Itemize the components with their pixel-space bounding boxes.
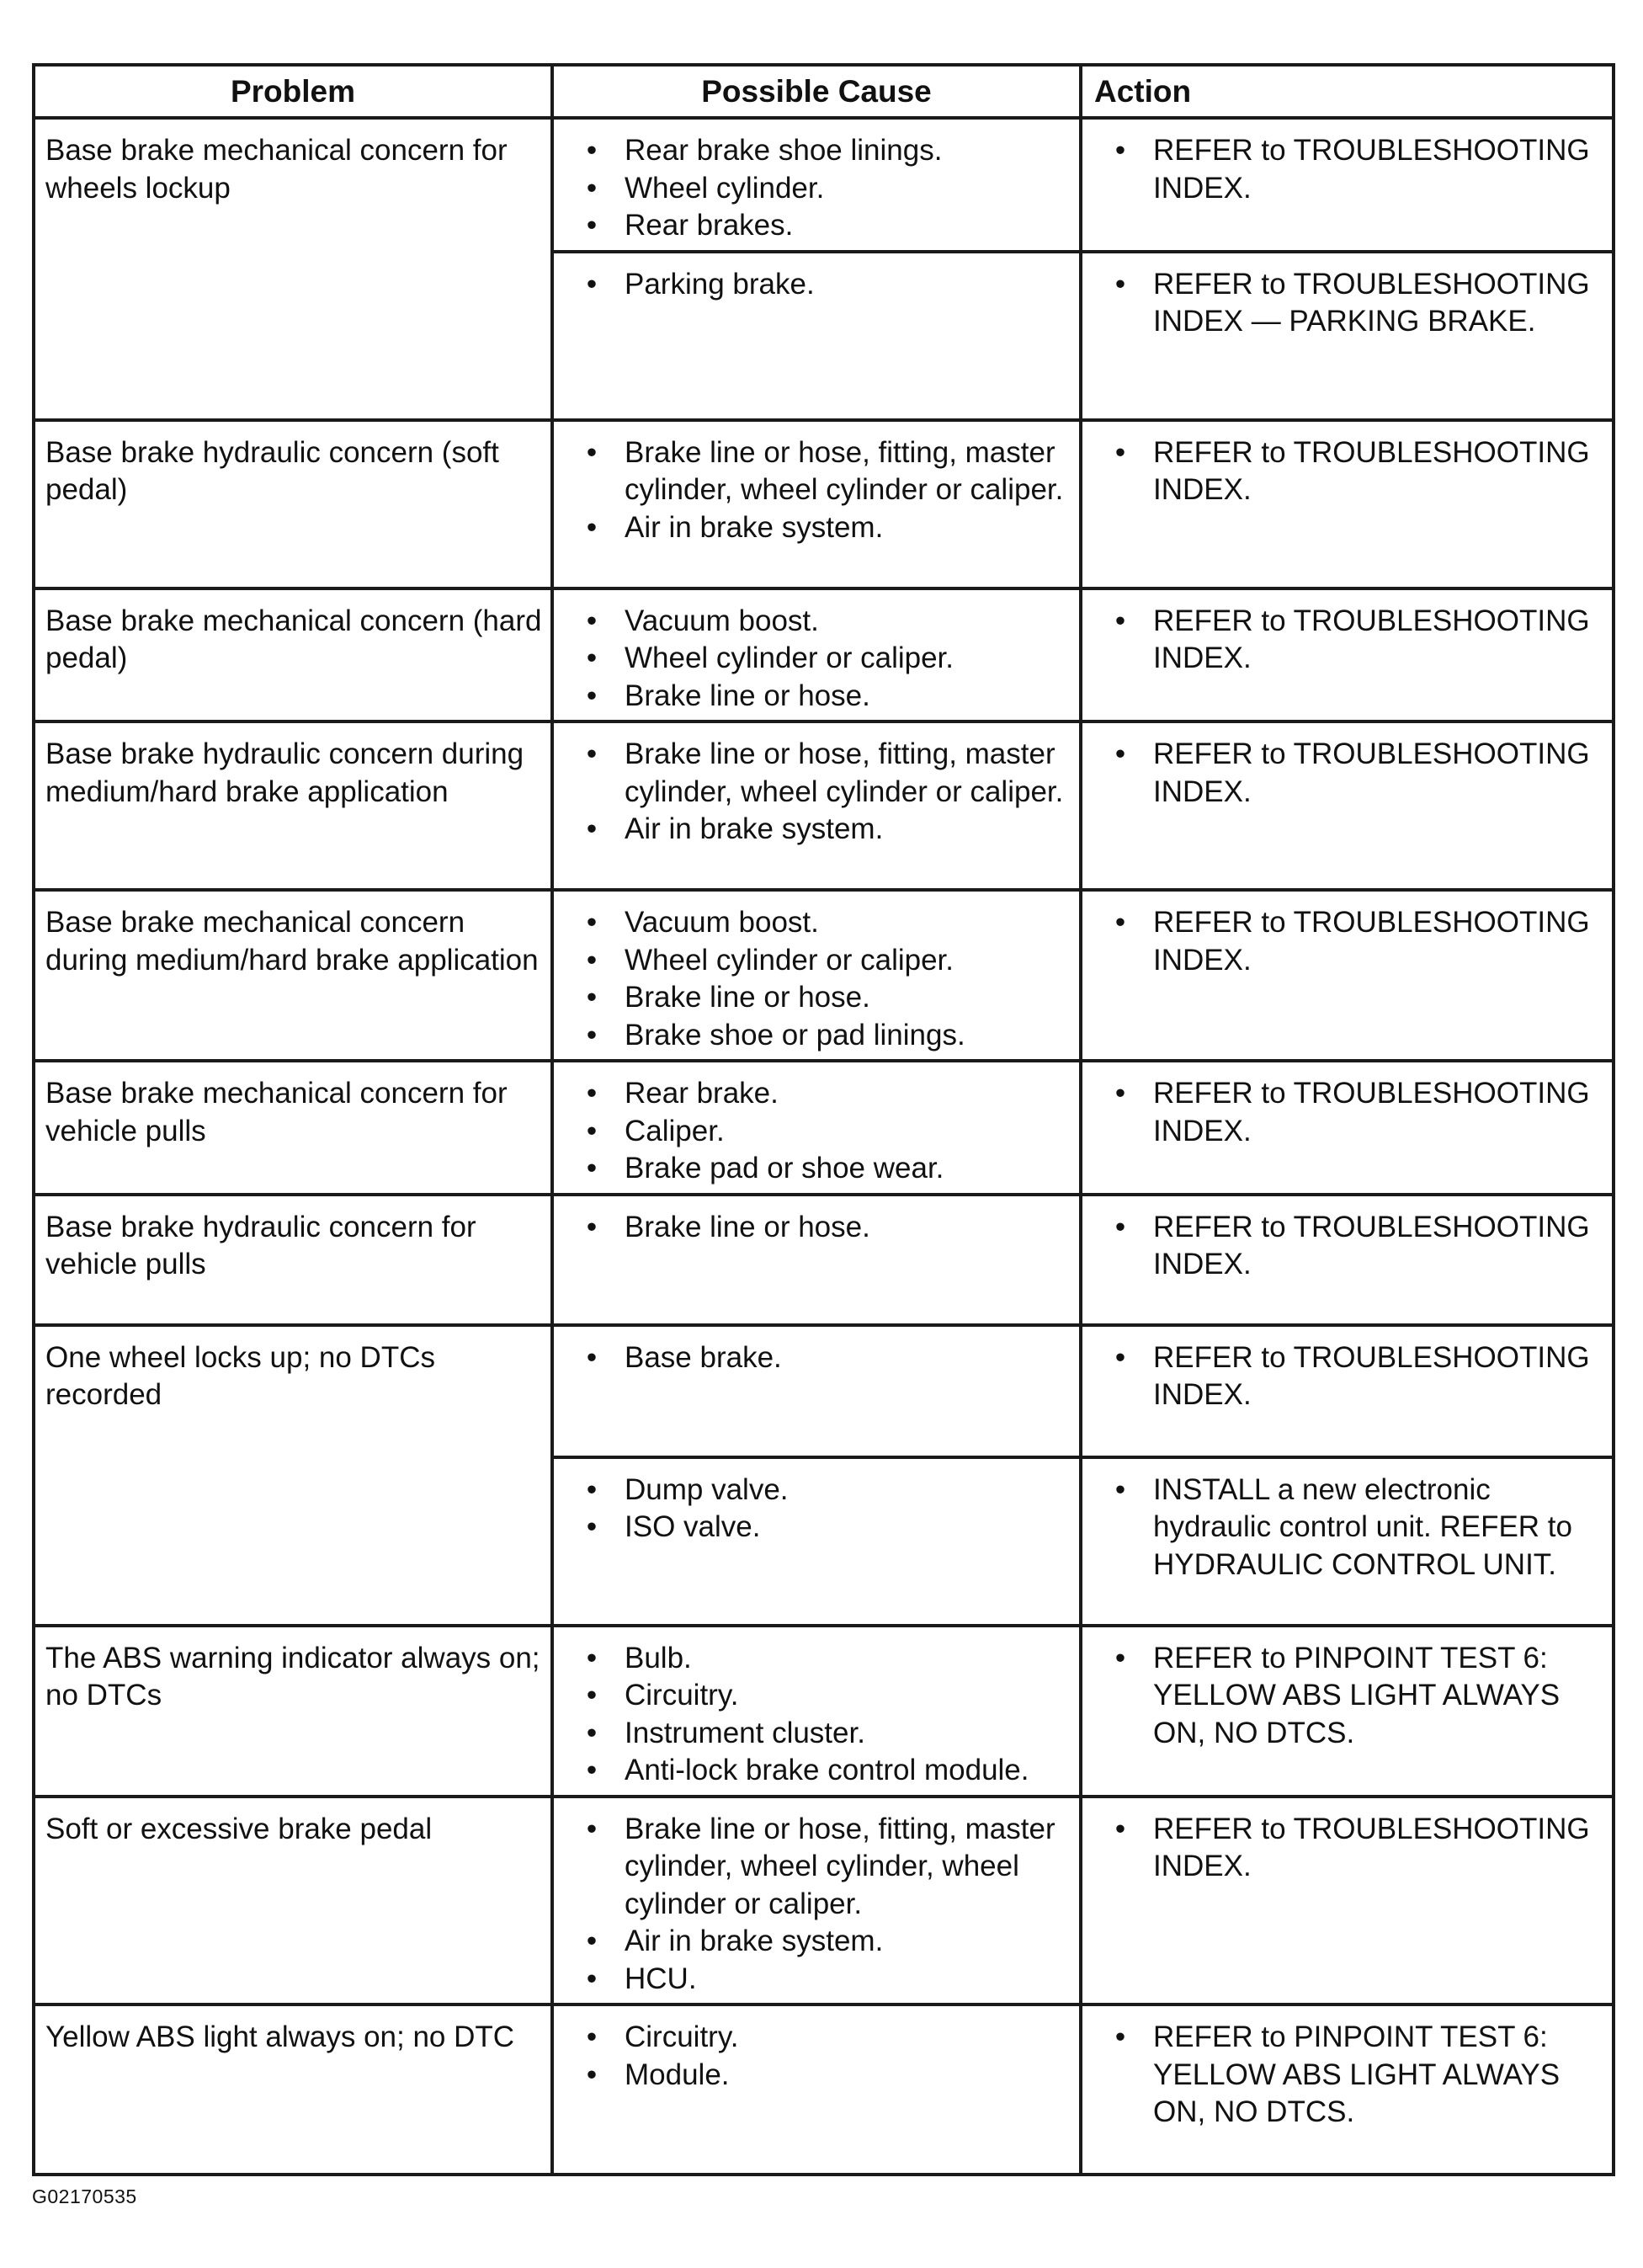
list-item	[1093, 266, 1603, 341]
list-item	[564, 1811, 1071, 1924]
cause-cell	[552, 420, 1081, 588]
problem-cell: The ABS warning indicator always on; no DTCs	[34, 1626, 552, 1797]
list-item-text: Brake line or hose, fitting, master cylinder, wheel cylinder or caliper.	[625, 435, 1064, 506]
troubleshooting-table	[32, 63, 1615, 2176]
list-item	[564, 1715, 1071, 1753]
list-item-text: Dump valve.	[625, 1472, 789, 1506]
list-item-text: Brake line or hose.	[625, 981, 870, 1014]
list-item-text: ISO valve.	[625, 1510, 761, 1543]
list-item	[1093, 904, 1603, 979]
cause-cell	[552, 1195, 1081, 1325]
list-item-text: REFER to TROUBLESHOOTING INDEX — PARKING BRAKE.	[1153, 267, 1590, 338]
bullet-icon: •	[586, 510, 598, 544]
list-item-text: Module.	[625, 2058, 730, 2091]
problem-cell: Base brake mechanical concern for vehicle pulls	[34, 1061, 552, 1195]
problem-cell: Base brake hydraulic concern (soft pedal)	[34, 420, 552, 588]
action-cell	[1081, 420, 1614, 588]
bullet-icon: •	[1114, 1472, 1126, 1506]
problem-cell: Base brake mechanical concern for wheels lockup	[34, 118, 552, 420]
table-row	[34, 890, 1614, 1061]
bullet-icon: •	[586, 2020, 598, 2053]
list-item-text: REFER to PINPOINT TEST 6: YELLOW ABS LIGHT ALWAYS ON, NO DTCS.	[1153, 2020, 1561, 2128]
list-item-text: Wheel cylinder or caliper.	[625, 642, 954, 674]
list-item	[564, 1209, 1071, 1247]
cause-cell	[552, 118, 1081, 252]
list-item	[564, 1677, 1071, 1715]
list-item	[1093, 1811, 1603, 1886]
cause-cell	[552, 1797, 1081, 2005]
bullet-icon: •	[586, 1340, 598, 1374]
list-item-text: Vacuum boost.	[625, 906, 819, 939]
list-item	[564, 1640, 1071, 1678]
header-action: Action	[1081, 65, 1614, 118]
table-row	[34, 1325, 1614, 1457]
list-item	[564, 1339, 1071, 1377]
list-item	[564, 1017, 1071, 1055]
table-row	[34, 1061, 1614, 1195]
list-item-text: Brake line or hose.	[625, 1210, 870, 1243]
list-item	[564, 1509, 1071, 1547]
cause-cell	[552, 1325, 1081, 1457]
problem-cell: Base brake hydraulic concern during medium/hard brake application	[34, 721, 552, 890]
bullet-icon: •	[586, 2058, 598, 2091]
figure-code: G02170535	[32, 2185, 137, 2207]
bullet-icon: •	[1114, 1340, 1126, 1374]
list-item	[1093, 1339, 1603, 1414]
bullet-icon: •	[586, 1510, 598, 1543]
header-problem: Problem	[34, 65, 552, 118]
table-row	[34, 1195, 1614, 1325]
bullet-icon: •	[586, 943, 598, 977]
list-item	[1093, 434, 1603, 509]
bullet-icon: •	[586, 134, 598, 167]
action-cell	[1081, 1457, 1614, 1626]
list-item	[564, 2019, 1071, 2057]
bullet-icon: •	[1114, 737, 1126, 770]
list-item-text: Brake line or hose, fitting, master cylinder, wheel cylinder or caliper.	[625, 737, 1064, 808]
list-item-text: Parking brake.	[625, 267, 815, 301]
bullet-icon: •	[586, 981, 598, 1014]
list-item	[564, 266, 1071, 304]
list-item	[564, 811, 1071, 849]
table-row	[34, 1626, 1614, 1797]
bullet-icon: •	[1114, 1210, 1126, 1243]
bullet-icon: •	[586, 1754, 598, 1786]
list-item-text: REFER to TROUBLESHOOTING INDEX.	[1153, 737, 1590, 808]
list-item-text: INSTALL a new electronic hydraulic control unit. REFER to HYDRAULIC CONTROL UNIT.	[1153, 1472, 1572, 1581]
bullet-icon: •	[586, 171, 598, 205]
bullet-icon: •	[586, 1925, 598, 1957]
list-item-text: REFER to TROUBLESHOOTING INDEX.	[1153, 1077, 1590, 1147]
bullet-icon: •	[1114, 435, 1126, 469]
list-item	[564, 207, 1071, 245]
problem-cell: Base brake hydraulic concern for vehicle pulls	[34, 1195, 552, 1325]
cause-cell	[552, 2004, 1081, 2175]
list-item	[1093, 1640, 1603, 1753]
action-cell	[1081, 1325, 1614, 1457]
problem-cell: One wheel locks up; no DTCs recorded	[34, 1325, 552, 1626]
table-row	[34, 721, 1614, 890]
bullet-icon: •	[1114, 1077, 1126, 1110]
header-possible-cause: Possible Cause	[552, 65, 1081, 118]
list-item-text: Anti-lock brake control module.	[625, 1754, 1029, 1786]
list-item-text: REFER to PINPOINT TEST 6: YELLOW ABS LIGHT ALWAYS ON, NO DTCS.	[1153, 1641, 1561, 1749]
bullet-icon: •	[586, 737, 598, 770]
bullet-icon: •	[586, 604, 598, 637]
action-cell	[1081, 252, 1614, 420]
cause-cell	[552, 252, 1081, 420]
bullet-icon: •	[1114, 906, 1126, 939]
problem-cell: Base brake mechanical concern during medium/hard brake application	[34, 890, 552, 1061]
list-item-text: Air in brake system.	[625, 1925, 884, 1957]
list-item-text: REFER to TROUBLESHOOTING INDEX.	[1153, 134, 1590, 205]
list-item-text: Wheel cylinder or caliper.	[625, 943, 954, 977]
list-item	[1093, 603, 1603, 678]
bullet-icon: •	[586, 1018, 598, 1051]
bullet-icon: •	[586, 642, 598, 674]
bullet-icon: •	[586, 1152, 598, 1185]
bullet-icon: •	[586, 812, 598, 845]
list-item	[564, 1923, 1071, 1961]
bullet-icon: •	[586, 1210, 598, 1243]
list-item	[1093, 1075, 1603, 1150]
list-item-text: Rear brake.	[625, 1077, 779, 1110]
list-item	[564, 979, 1071, 1017]
action-cell	[1081, 721, 1614, 890]
action-cell	[1081, 890, 1614, 1061]
list-item	[564, 170, 1071, 208]
list-item-text: HCU.	[625, 1962, 697, 1995]
list-item-text: Air in brake system.	[625, 510, 884, 544]
list-item-text: Brake shoe or pad linings.	[625, 1018, 965, 1051]
list-item	[564, 509, 1071, 547]
bullet-icon: •	[1114, 604, 1126, 637]
list-item-text: Circuitry.	[625, 1679, 739, 1712]
bullet-icon: •	[586, 1114, 598, 1147]
bullet-icon: •	[1114, 1812, 1126, 1845]
cause-cell	[552, 1457, 1081, 1626]
action-cell	[1081, 1797, 1614, 2005]
list-item	[564, 1113, 1071, 1151]
cause-cell	[552, 721, 1081, 890]
table-row	[34, 1797, 1614, 2005]
action-cell	[1081, 118, 1614, 252]
list-item-text: Brake line or hose, fitting, master cylinder, wheel cylinder, wheel cylinder or caliper.	[625, 1812, 1055, 1920]
list-item	[564, 736, 1071, 811]
list-item-text: Bulb.	[625, 1641, 692, 1674]
list-item	[564, 132, 1071, 170]
header-row	[34, 65, 1614, 118]
action-cell	[1081, 588, 1614, 722]
table-row	[34, 420, 1614, 588]
bullet-icon: •	[1114, 2020, 1126, 2053]
list-item-text: Vacuum boost.	[625, 604, 819, 637]
list-item	[564, 1472, 1071, 1509]
list-item-text: Instrument cluster.	[625, 1716, 865, 1749]
list-item-text: Rear brakes.	[625, 209, 794, 242]
list-item-text: Base brake.	[625, 1340, 782, 1374]
bullet-icon: •	[586, 209, 598, 242]
bullet-icon: •	[586, 267, 598, 301]
list-item-text: REFER to TROUBLESHOOTING INDEX.	[1153, 1340, 1590, 1411]
table-row	[34, 2004, 1614, 2175]
list-item	[1093, 132, 1603, 207]
action-cell	[1081, 1195, 1614, 1325]
list-item-text: Brake line or hose.	[625, 679, 870, 712]
list-item	[1093, 1209, 1603, 1284]
bullet-icon: •	[586, 1679, 598, 1712]
list-item	[1093, 736, 1603, 811]
action-cell	[1081, 1626, 1614, 1797]
list-item-text: Rear brake shoe linings.	[625, 134, 943, 167]
bullet-icon: •	[1114, 267, 1126, 301]
list-item	[564, 942, 1071, 980]
list-item	[564, 904, 1071, 942]
list-item-text: Circuitry.	[625, 2020, 739, 2053]
bullet-icon: •	[586, 1716, 598, 1749]
list-item	[564, 603, 1071, 641]
list-item-text: REFER to TROUBLESHOOTING INDEX.	[1153, 604, 1590, 674]
list-item	[564, 1075, 1071, 1113]
bullet-icon: •	[586, 1472, 598, 1506]
problem-cell: Yellow ABS light always on; no DTC	[34, 2004, 552, 2175]
cause-cell	[552, 890, 1081, 1061]
list-item	[1093, 2019, 1603, 2132]
cause-cell	[552, 1061, 1081, 1195]
action-cell	[1081, 2004, 1614, 2175]
bullet-icon: •	[586, 1641, 598, 1674]
list-item-text: Brake pad or shoe wear.	[625, 1152, 944, 1185]
bullet-icon: •	[586, 1812, 598, 1845]
bullet-icon: •	[1114, 134, 1126, 167]
bullet-icon: •	[586, 1962, 598, 1995]
list-item-text: REFER to TROUBLESHOOTING INDEX.	[1153, 435, 1590, 506]
list-item	[564, 1752, 1071, 1790]
problem-cell: Base brake mechanical concern (hard pedal)	[34, 588, 552, 722]
list-item	[564, 640, 1071, 678]
problem-cell: Soft or excessive brake pedal	[34, 1797, 552, 2005]
list-item	[564, 1961, 1071, 1999]
bullet-icon: •	[586, 435, 598, 469]
bullet-icon: •	[586, 906, 598, 939]
list-item-text: Air in brake system.	[625, 812, 884, 845]
list-item	[1093, 1472, 1603, 1584]
bullet-icon: •	[586, 1077, 598, 1110]
action-cell	[1081, 1061, 1614, 1195]
list-item-text: Caliper.	[625, 1114, 725, 1147]
bullet-icon: •	[1114, 1641, 1126, 1674]
table-row	[34, 118, 1614, 252]
cause-cell	[552, 1626, 1081, 1797]
list-item	[564, 678, 1071, 716]
bullet-icon: •	[586, 679, 598, 712]
list-item-text: Wheel cylinder.	[625, 171, 825, 205]
table-row	[34, 588, 1614, 722]
list-item-text: REFER to TROUBLESHOOTING INDEX.	[1153, 1210, 1590, 1280]
list-item-text: REFER to TROUBLESHOOTING INDEX.	[1153, 906, 1590, 977]
cause-cell	[552, 588, 1081, 722]
list-item-text: REFER to TROUBLESHOOTING INDEX.	[1153, 1812, 1590, 1882]
list-item	[564, 434, 1071, 509]
list-item	[564, 1150, 1071, 1188]
list-item	[564, 2057, 1071, 2095]
